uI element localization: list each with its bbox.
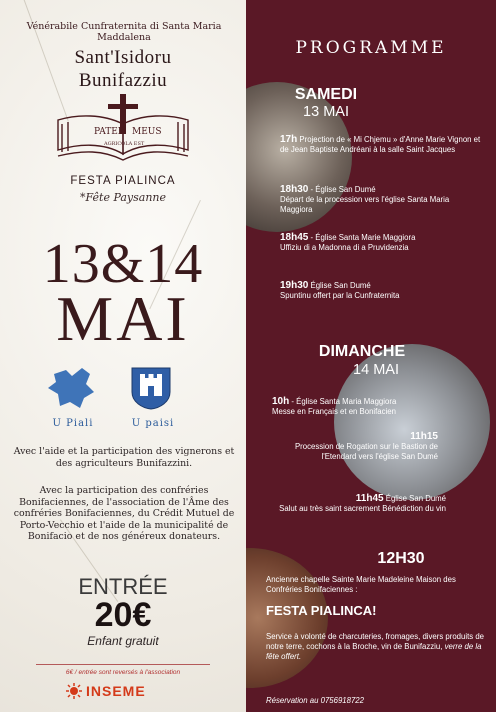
emblem-motto: AGRICOLA EST — [104, 141, 145, 147]
emblem-word-pater: PATER — [94, 127, 125, 137]
schedule-detail: Départ de la procession vers l'église Santa Maria Maggiora — [280, 195, 450, 215]
schedule-item — [268, 432, 438, 463]
sunday-date: 14 MAI — [353, 362, 399, 378]
schedule-time: 18h30 — [280, 184, 309, 195]
emblem-word-meus: MEUS — [132, 127, 162, 137]
book-cross-emblem — [48, 94, 198, 174]
u-paisi-logo — [130, 366, 172, 410]
schedule-text: Projection de « Mi Chjemu » d'Anne Marie Vignon et de Jean Baptiste Andréani à la salle Saint Jacques — [280, 135, 481, 155]
schedule-detail: Messe en Français et en Bonifacien — [272, 407, 396, 417]
schedule-text: Église San Dumé — [383, 494, 446, 503]
entry-label: ENTRÉE — [78, 574, 168, 599]
date-month: MAI — [56, 283, 190, 354]
inseme-logo-text: INSEME — [86, 683, 146, 699]
title-line2: Bunifazziu — [78, 70, 168, 91]
donation-footnote: 6€ / entrée sont reversés à l'association — [65, 669, 181, 676]
date-days: 13&14 — [42, 233, 204, 295]
schedule-item — [276, 494, 446, 514]
title-line1: Sant'Isidoru — [74, 47, 172, 68]
schedule-text: - Église San Dumé — [308, 185, 376, 194]
entry-price: 20€ — [94, 596, 152, 634]
lunch-menu-glass: verre de la fête offert. — [266, 642, 482, 662]
lunch-time: 12H30 — [377, 550, 425, 567]
programme-heading: PROGRAMME — [295, 38, 447, 58]
lunch-menu-text: Service à volonté de charcuteries, fromages, divers produits de notre terre, cochons à la Broche, vin de Bunifazziu, — [266, 632, 484, 652]
lunch-location: Ancienne chapelle Sainte Marie Madeleine Maison des Confréries Bonifaciennes : — [266, 575, 456, 595]
schedule-item — [280, 185, 480, 216]
reservation-phone: Réservation au 0756918722 — [266, 696, 364, 705]
saturday-date: 13 MAI — [303, 104, 349, 120]
sponsors-paragraph-1: Avec l'aide et la participation des vignerons et des agriculteurs Bunifazzini. — [13, 446, 235, 469]
schedule-detail: Salut au très saint sacrement Bénédiction du vin — [279, 504, 446, 514]
schedule-item — [272, 397, 438, 417]
roast-pig-photo — [246, 548, 328, 688]
schedule-text: - Église Santa Marie Maggiora — [308, 233, 416, 242]
festa-pialinca-heading: FESTA PIALINCA! — [266, 603, 377, 618]
schedule-item — [280, 281, 486, 301]
schedule-time: 17h — [280, 134, 298, 145]
festa-pialinca-label: FESTA PIALINCA — [70, 175, 176, 187]
sponsors-paragraph-2: Avec la participation des confréries Bonifaciennes, de l'association de l'Âme des confréries Bonifaciennes, du Crédit Mutuel de Porto-Vecchio et l'aide de la municipalité de Bonifacio et de nos généreux donateurs. — [13, 485, 235, 542]
fete-paysanne-label: *Fête Paysanne — [79, 191, 167, 204]
u-piali-logo — [46, 364, 98, 410]
sunday-heading: DIMANCHE — [318, 343, 406, 360]
footnote-divider — [36, 664, 210, 665]
schedule-time: 11h45 — [355, 493, 384, 504]
lunch-menu — [266, 632, 486, 663]
schedule-detail: Uffiziu di a Madonna di a Pruvidenzia — [280, 243, 409, 253]
schedule-time: 11h15 — [410, 431, 438, 442]
schedule-item — [280, 135, 486, 155]
programme-panel — [246, 0, 496, 712]
child-free-label: Enfant gratuit — [87, 634, 159, 648]
schedule-detail: Procession de Rogation sur le Bastion de l'Etendard vers l'église San Dumé — [294, 442, 438, 462]
schedule-time: 19h30 — [280, 280, 309, 291]
schedule-time: 18h45 — [280, 232, 309, 243]
schedule-time: 10h — [272, 396, 290, 407]
confraternity-name: Vénérabile Cunfraternita di Santa Maria Maddalena — [26, 21, 222, 43]
schedule-detail: Spuntinu offert par la Cunfraternita — [280, 291, 400, 301]
u-piali-label: U Piali — [52, 418, 94, 429]
u-paisi-label: U paisi — [131, 418, 175, 429]
saturday-heading: SAMEDI — [294, 86, 358, 103]
sun-icon — [66, 683, 82, 699]
schedule-text: - Église Santa Maria Maggiora — [289, 397, 397, 406]
schedule-text: Église San Dumé — [308, 281, 371, 290]
left-column — [0, 0, 246, 712]
schedule-item — [280, 233, 486, 253]
